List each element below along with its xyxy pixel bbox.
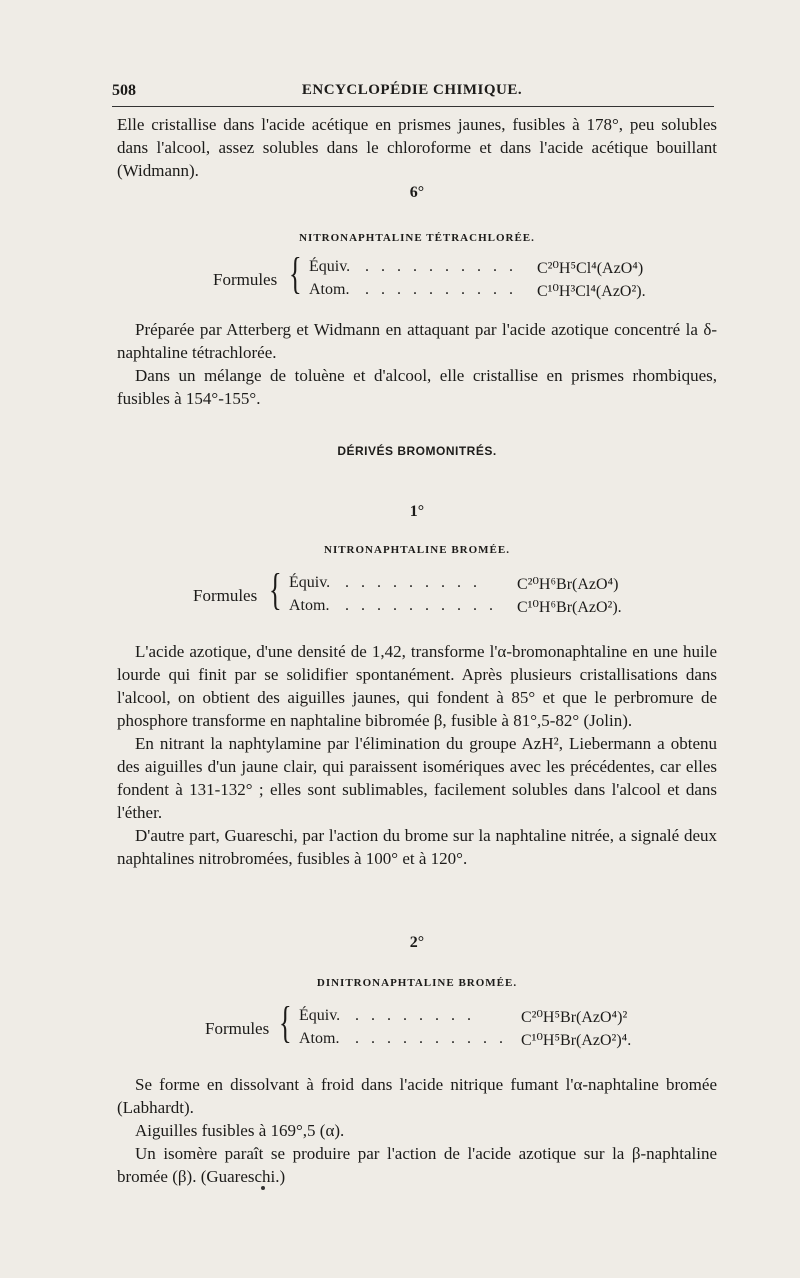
paragraph: En nitrant la naphtylamine par l'élimination du groupe AzH², Liebermann a obtenu des aiguilles d'un jaune clair, qui paraissent isomériques avec les précédentes, car elles fondent à 131-132° ; elles sont sublimables, facilement solubles dans l'alcool et dans l'éther. xyxy=(117,734,717,822)
tetrachloree-text xyxy=(117,318,717,410)
paragraph: Dans un mélange de toluène et d'alcool, elle cristallise en prismes rhombiques, fusibles à 154°-155°. xyxy=(117,366,717,408)
page-header xyxy=(112,82,712,104)
section-number-6: 6° xyxy=(409,184,425,201)
paragraph: Préparée par Atterberg et Widmann en attaquant par l'acide azotique concentré la δ-naphtaline tétrachlorée. xyxy=(117,320,717,362)
formula-row-equiv xyxy=(309,258,649,280)
paragraph: D'autre part, Guareschi, par l'action du brome sur la naphtaline nitrée, a signalé deux naphtalines nitrobromées, fusibles à 100° et à 120°. xyxy=(117,826,717,868)
section-number-2: 2° xyxy=(409,934,425,951)
compound-title-nitronaphtaline-bromee: NITRONAPHTALINE BROMÉE. xyxy=(324,544,510,556)
brace-glyph: { xyxy=(289,249,302,298)
compound-title-tetrachloree: NITRONAPHTALINE TÉTRACHLORÉE. xyxy=(299,232,535,244)
leader-dots: . . . . . . . . . . xyxy=(355,1030,507,1047)
section-number-1: 1° xyxy=(409,503,425,520)
formula-row-equiv xyxy=(299,1007,639,1029)
running-title: ENCYCLOPÉDIE CHIMIQUE. xyxy=(301,82,523,98)
dinitro-text xyxy=(117,1073,717,1188)
intro-paragraph: Elle cristallise dans l'acide acétique en prismes jaunes, fusibles à 178°, peu solubles dans l'alcool, assez solubles dans le chloroforme et dans l'acide acétique bouillant (Widmann). xyxy=(117,115,717,180)
paragraph: Un isomère paraît se produire par l'action de l'acide azotique sur la β-naphtaline bromée (β). (Guareschi.) xyxy=(117,1144,717,1186)
formula-row-atom xyxy=(289,597,629,619)
formula-value-atom: C¹⁰H⁵Br(AzO²)⁴. xyxy=(521,1032,632,1049)
leader-dots: . . . . . . . . . xyxy=(345,574,481,591)
formula-value-atom: C¹⁰H⁶Br(AzO²). xyxy=(517,599,622,616)
page-number: 508 xyxy=(112,82,136,99)
formula-value-atom: C¹⁰H³Cl⁴(AzO²). xyxy=(537,283,646,300)
paragraph: Aiguilles fusibles à 169°,5 (α). xyxy=(135,1121,345,1140)
paragraph: Se forme en dissolvant à froid dans l'acide nitrique fumant l'α-naphtaline bromée (Labhardt). xyxy=(117,1075,717,1117)
formula-row-atom xyxy=(299,1030,639,1052)
formula-label: Formules xyxy=(193,586,258,605)
formula-block-tetrachloree xyxy=(213,249,653,304)
ink-spot xyxy=(261,1186,265,1190)
formula-label: Formules xyxy=(213,270,278,289)
formula-key-atom: Atom. xyxy=(299,1030,340,1047)
leader-dots: . . . . . . . . . . xyxy=(365,281,517,298)
header-rule xyxy=(112,106,714,107)
formula-key-equiv: Équiv. xyxy=(299,1007,341,1024)
leader-dots: . . . . . . . . xyxy=(355,1007,475,1024)
compound-title-dinitronaphtaline-bromee: DINITRONAPHTALINE BROMÉE. xyxy=(316,977,518,989)
formula-value-equiv: C²⁰H⁵Cl⁴(AzO⁴) xyxy=(537,260,644,277)
formula-value-equiv: C²⁰H⁶Br(AzO⁴) xyxy=(517,576,619,593)
intro-paragraph-block xyxy=(117,113,717,182)
formula-row-equiv xyxy=(289,574,629,596)
leader-dots: . . . . . . . . . . xyxy=(345,597,497,614)
formula-label: Formules xyxy=(205,1019,270,1038)
formula-value-equiv: C²⁰H⁵Br(AzO⁴)² xyxy=(521,1009,628,1026)
section-heading-bromonitres: DÉRIVÉS BROMONITRÉS. xyxy=(337,444,497,458)
paragraph: L'acide azotique, d'une densité de 1,42, transforme l'α-bromonaphtaline en une huile lourde qui finit par se solidifier spontanément. Après plusieurs cristallisations dans l'alcool, on obtient des aiguilles jaunes, qui fondent à 85° et que le perbromure de phosphore transforme en naphtaline bibromée β, fusible à 81°,5-82° (Jolin). xyxy=(117,642,717,730)
formula-key-equiv: Équiv. xyxy=(289,574,331,591)
bromee-text xyxy=(117,640,717,870)
formula-key-atom: Atom. xyxy=(289,597,330,614)
formula-key-atom: Atom. xyxy=(309,281,350,298)
formula-row-atom xyxy=(309,281,649,303)
brace-glyph: { xyxy=(269,565,282,614)
formula-block-dinitro xyxy=(205,998,653,1053)
brace-glyph: { xyxy=(279,998,292,1047)
leader-dots: . . . . . . . . . . xyxy=(365,258,517,275)
formula-key-equiv: Équiv. xyxy=(309,258,351,275)
formula-block-bromee xyxy=(193,565,653,620)
